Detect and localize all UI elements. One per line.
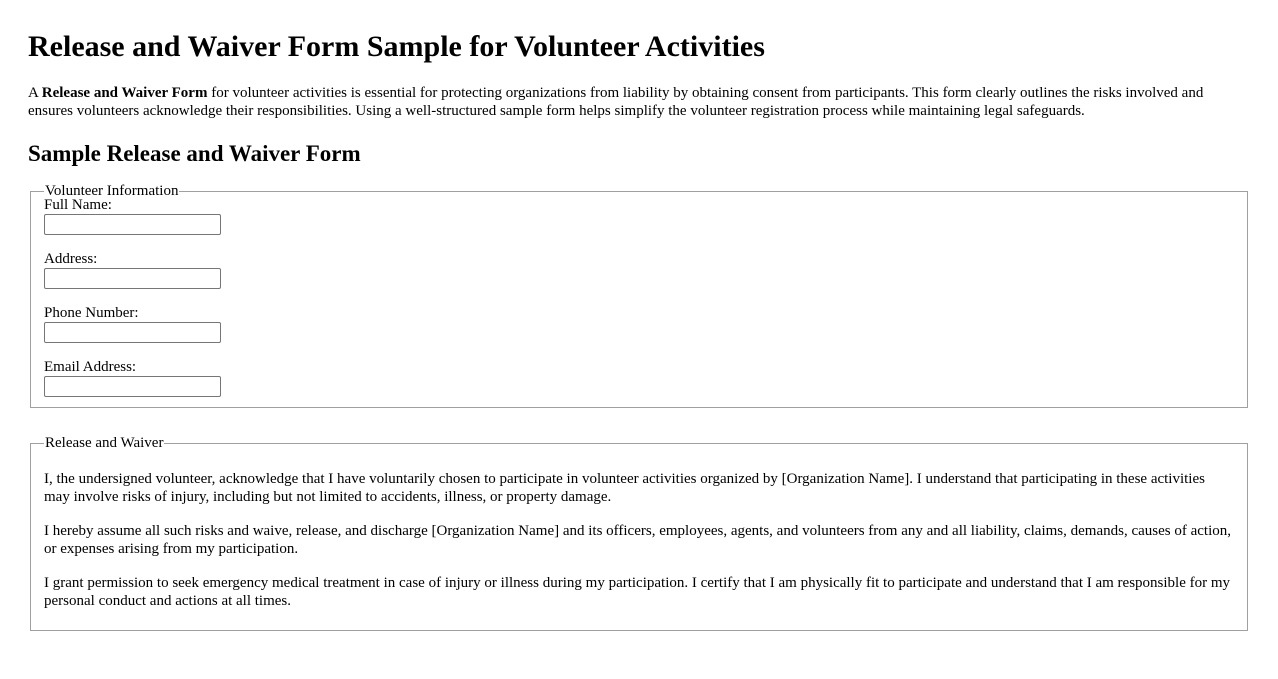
volunteer-information-fieldset xyxy=(30,182,1248,408)
email-address-label: Email Address: xyxy=(44,359,137,375)
phone-number-input[interactable] xyxy=(44,322,221,343)
section-heading: Sample Release and Waiver Form xyxy=(28,141,361,166)
intro-bold-term: Release and Waiver Form xyxy=(41,85,208,101)
waiver-paragraph-acknowledgement: I, the undersigned volunteer, acknowledge that I have voluntarily chosen to participate in volunteer activities organized by [Organization Name]. I understand that participating in these activities may involve risks of injury, including but not limited to accidents, illness, or property damage. xyxy=(44,471,1205,505)
full-name-field-group xyxy=(44,197,1234,235)
email-address-input[interactable] xyxy=(44,376,221,397)
release-and-waiver-legend: Release and Waiver xyxy=(45,435,164,451)
intro-suffix: for volunteer activities is essential for protecting organizations from liability by obtaining consent from participants. This form clearly outlines the risks involved and ensures volunteers acknowledge their responsibilities. Using a well-structured sample form helps simplify the volunteer registration process while maintaining legal safeguards. xyxy=(28,85,1204,119)
full-name-label: Full Name: xyxy=(44,197,112,213)
address-input[interactable] xyxy=(44,268,221,289)
intro-prefix: A xyxy=(28,85,42,101)
phone-number-label: Phone Number: xyxy=(44,305,139,321)
phone-number-field-group xyxy=(44,305,1234,343)
volunteer-information-legend: Volunteer Information xyxy=(45,183,179,199)
email-address-field-group xyxy=(44,359,1234,397)
page-title: Release and Waiver Form Sample for Volunteer Activities xyxy=(28,30,765,63)
full-name-input[interactable] xyxy=(44,214,221,235)
waiver-paragraph-medical-consent: I grant permission to seek emergency medical treatment in case of injury or illness during my participation. I certify that I am physically fit to participate and understand that I am responsible for my personal conduct and actions at all times. xyxy=(44,575,1231,609)
waiver-paragraph-assumption-of-risk: I hereby assume all such risks and waive, release, and discharge [Organization Name] and its officers, employees, agents, and volunteers from any and all liability, claims, demands, causes of action, or expenses arising from my participation. xyxy=(44,523,1231,557)
intro-paragraph xyxy=(28,84,1250,120)
address-label: Address: xyxy=(44,251,98,267)
address-field-group xyxy=(44,251,1234,289)
release-and-waiver-fieldset xyxy=(30,434,1248,631)
